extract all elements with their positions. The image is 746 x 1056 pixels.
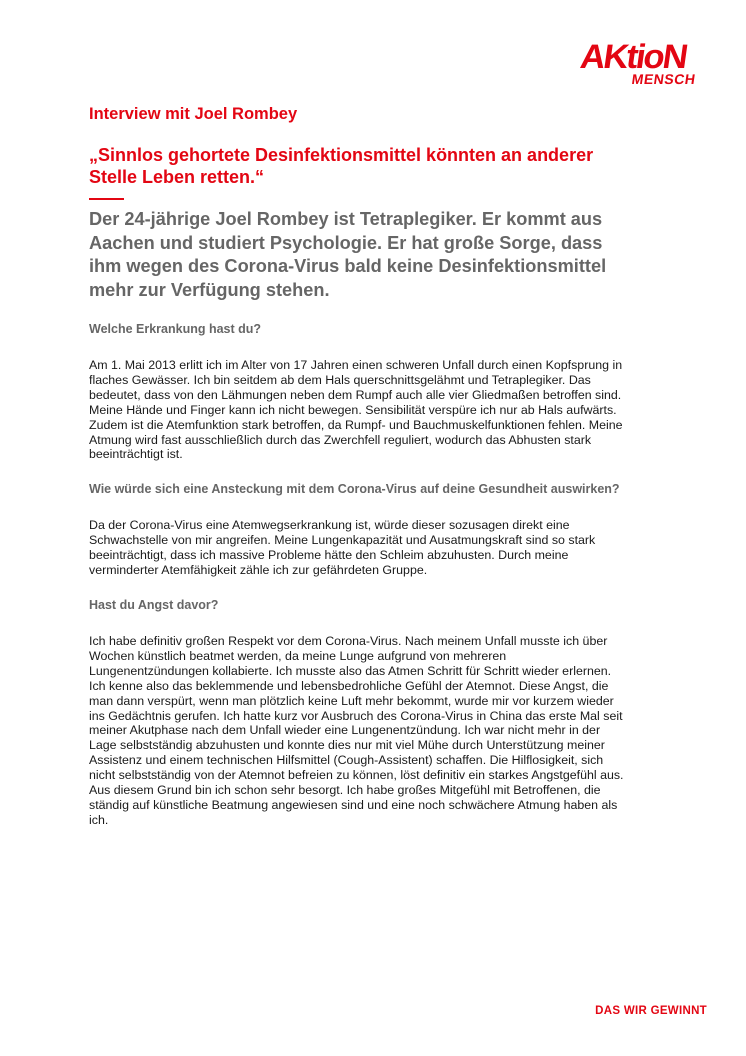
logo-subline: MENSCH bbox=[630, 71, 697, 87]
logo-wordmark: AKtioN bbox=[577, 38, 689, 76]
question-3: Hast du Angst davor? bbox=[89, 597, 219, 612]
answer-3: Ich habe definitiv großen Respekt vor dem Corona-Virus. Nach meinem Unfall musste ich über Wochen künstlich beatmet werden, da meine Lunge aufgrund von mehreren Lungenentzündungen kollabierte. Ich musste also das Atmen Schritt für Schritt wieder erlernen. Ich kenne also das beklemmende und lebensbedrohliche Gefühl der Atemnot. Diese Angst, die man dann verspürt, wenn man plötzlich keine Luft mehr bekommt, wurde mir vor kurzem wieder ins Gedächtnis gerufen. Ich hatte kurz vor Ausbruch des Corona-Virus in China das erste Mal seit meiner Akutphase nach dem Unfall wieder eine Lungenentzündung. Ich war nicht mehr in der Lage selbstständig abzuhusten und konnte dies nur mit viel Mühe durch Unterstützung meiner Assistenz und einem technischen Hilfsmittel (Cough-Assistent) schaffen. Die Hilflosigkeit, sich nicht selbstständig von der Atemnot befreien zu können, löst definitiv ein starkes Angstgefühl aus. Aus diesem Grund bin ich schon sehr besorgt. Ich habe großes Mitgefühl mit Betroffenen, die ständig auf künstliche Beatmung angewiesen sind und eine noch schwächere Atmung haben als ich. bbox=[89, 633, 624, 827]
question-2: Wie würde sich eine Ansteckung mit dem Corona-Virus auf deine Gesundheit auswirken? bbox=[89, 482, 620, 497]
answer-2: Da der Corona-Virus eine Atemwegserkrankung ist, würde dieser sozusagen direkt eine Schwachstelle von mir angreifen. Meine Lungenkapazität und Ausatmungskraft sind so stark beeinträchtigt, dass ich massive Probleme hätte den Schleim abzuhusten. Durch meine verminderter Atemfähigkeit zähle ich zur gefährdeten Gruppe. bbox=[89, 518, 596, 578]
interview-kicker: Interview mit Joel Rombey bbox=[89, 105, 298, 123]
answer-1: Am 1. Mai 2013 erlitt ich im Alter von 17 Jahren einen schweren Unfall durch einen Kopfsprung in flaches Gewässer. Ich bin seitdem ab dem Hals querschnittsgelähmt und Tetraplegiker. Das bedeutet, dass von den Lähmungen neben dem Rumpf auch alle vier Gliedmaßen betroffen sind. Meine Hände und Finger kann ich nicht bewegen. Sensibilität verspüre ich nur ab Hals aufwärts. Zudem ist die Atemfunktion stark betroffen, da Rumpf- und Bauchmuskelfunktionen fehlen. Meine Atmung wird fast ausschließlich durch das Zwerchfell reguliert, wodurch das Abhusten stark beeinträchtigt ist. bbox=[89, 358, 623, 462]
document-body bbox=[89, 104, 629, 828]
footer-tagline: DAS WIR GEWINNT bbox=[595, 1005, 707, 1017]
aktion-mensch-logo bbox=[577, 38, 711, 90]
lead-paragraph: Der 24-jährige Joel Rombey ist Tetraplegiker. Er kommt aus Aachen und studiert Psychologie. Er hat große Sorge, dass ihm wegen des Corona-Virus bald keine Desinfektionsmittel mehr zur Verfügung stehen. bbox=[89, 209, 607, 300]
accent-divider bbox=[89, 198, 124, 200]
interview-headline: „Sinnlos gehortete Desinfektionsmittel könnten an anderer Stelle Leben retten.“ bbox=[89, 145, 594, 187]
question-1: Welche Erkrankung hast du? bbox=[89, 322, 262, 336]
